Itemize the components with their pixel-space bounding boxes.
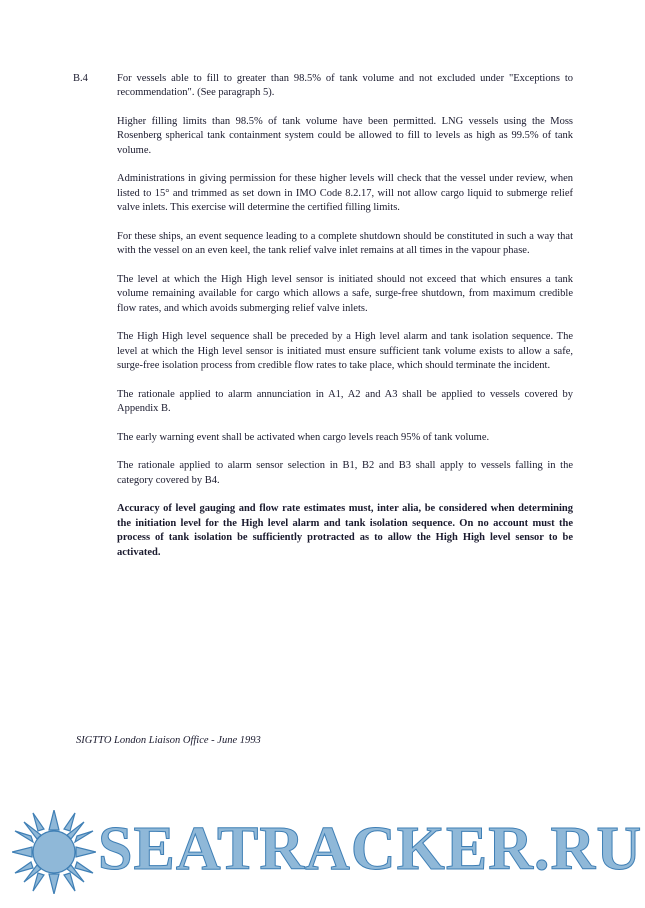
paragraph: The rationale applied to alarm sensor selection in B1, B2 and B3 shall apply to vessels falling in the category covered by B4. [117,460,573,486]
paragraph: Administrations in giving permission for these higher levels will check that the vessel under review, when listed to 15° and trimmed as set down in IMO Code 8.2.17, will not allow cargo liquid to submerge relief valve inlets. This exercise will determine the certified filling limits. [117,173,573,214]
sun-burst-icon [12,810,96,894]
clause-b4 [73,72,573,101]
paragraph: The rationale applied to alarm annunciation in A1, A2 and A3 shall be applied to vessels covered by Appendix B. [117,388,573,415]
paragraph: For these ships, an event sequence leading to a complete shutdown should be constituted in such a way that with the vessel on an even keel, the tank relief valve inlet remains at all times in the vapour phase. [117,230,573,257]
watermark-text: SEATRACKER.RU [98,815,643,883]
paragraph: The early warning event shall be activated when cargo levels reach 95% of tank volume. [117,431,490,443]
paragraph: Higher filling limits than 98.5% of tank volume have been permitted. LNG vessels using the Moss Rosenberg spherical tank containment system could be allowed to fill to levels as high as 99.5% of tank volume. [117,115,573,156]
watermark [0,800,645,908]
paragraph-emphasis: Accuracy of level gauging and flow rate estimates must, inter alia, be considered when determining the initiation level for the High level alarm and tank isolation sequence. On no account must the process of tank isolation be sufficiently protracted as to allow the High High level sensor to be activated. [117,503,573,558]
paragraph: The High High level sequence shall be preceded by a High level alarm and tank isolation sequence. The level at which the High level sensor is initiated must ensure sufficient tank volume exists to allow a safe, surge-free isolation process from credible flow rates to take place, which should terminate the incident. [117,331,573,372]
document-footer: SIGTTO London Liaison Office - June 1993 [76,735,261,746]
paragraph: The level at which the High High level sensor is initiated should not exceed that which ensures a tank volume remaining available for cargo which allows a safe, surge-free shutdown, from maximum credible flow rates, and which avoids submerging relief valve inlets. [117,273,573,314]
clause-number: B.4 [73,73,88,84]
document-body [73,72,573,574]
clause-text: For vessels able to fill to greater than 98.5% of tank volume and not excluded under "Exceptions to recommendation". (See paragraph 5). [117,73,573,99]
